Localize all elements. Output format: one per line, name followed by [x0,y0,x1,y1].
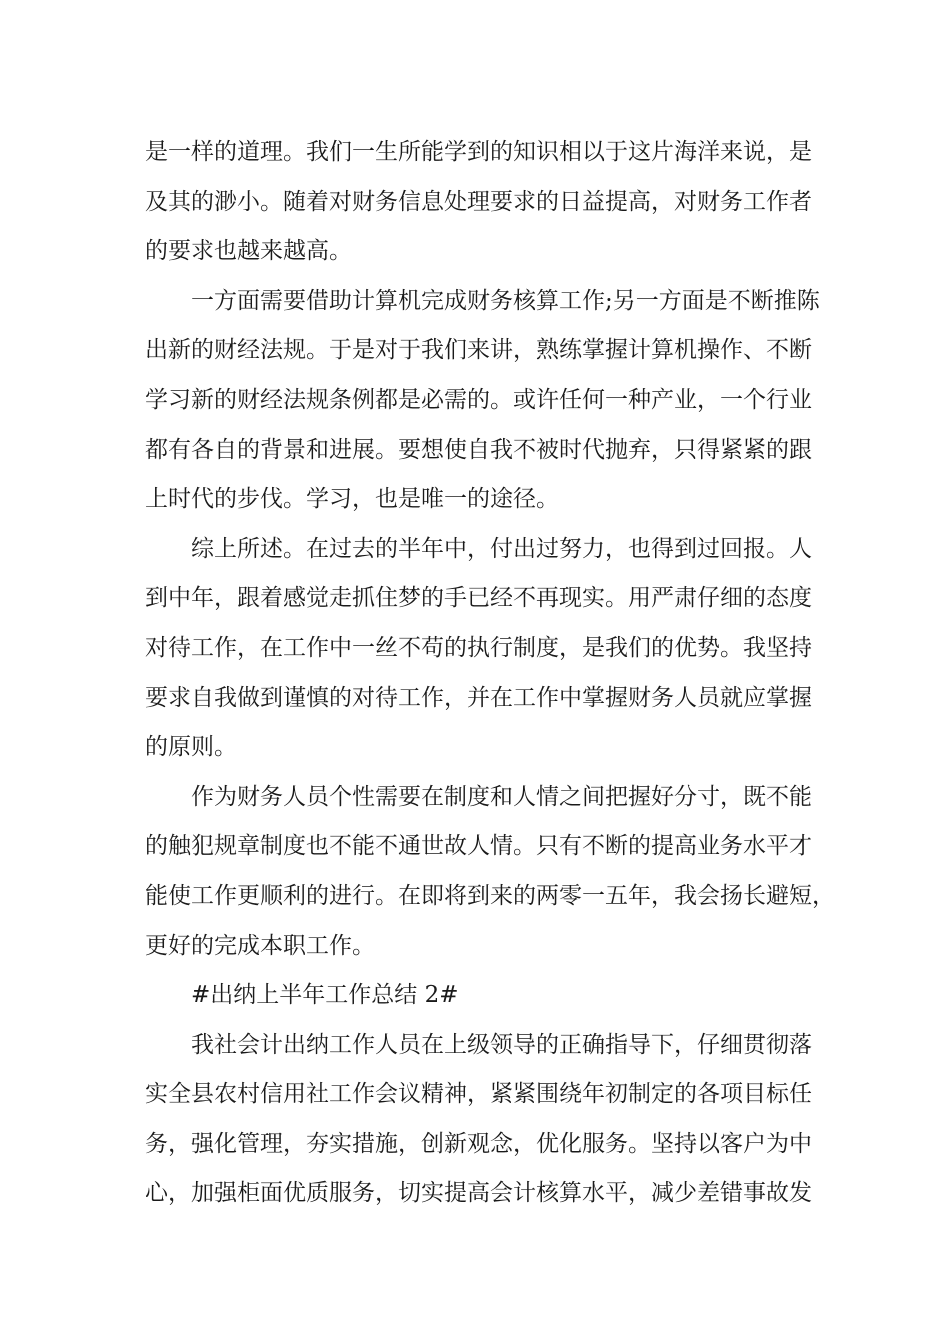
text-line: 心，加强柜面优质服务，切实提高会计核算水平，减少差错事故发 [145,1180,812,1207]
text-line: 务，强化管理，夯实措施，创新观念，优化服务。坚持以客户为中 [145,1130,812,1157]
paragraph [145,971,810,1021]
paragraph [145,128,810,277]
text-line: 我社会计出纳工作人员在上级领导的正确指导下，仔细贯彻落 [191,1031,812,1058]
paragraph [145,1021,810,1219]
text-line: 的触犯规章制度也不能不通世故人情。只有不断的提高业务水平才 [145,833,812,860]
text-line: 作为财务人员个性需要在制度和人情之间把握好分寸，既不能 [191,783,812,810]
text-line: 一方面需要借助计算机完成财务核算工作;另一方面是不断推陈 [191,287,820,314]
text-line: 学习新的财经法规条例都是必需的。或许任何一种产业，一个行业 [145,386,812,413]
text-line: 对待工作，在工作中一丝不苟的执行制度，是我们的优势。我坚持 [145,634,812,661]
paragraph [145,277,820,525]
text-line: 出新的财经法规。于是对于我们来讲，熟练掌握计算机操作、不断 [145,337,812,364]
text-line: 是一样的道理。我们一生所能学到的知识相以于这片海洋来说，是 [145,139,812,165]
text-line: 的要求也越来越高。 [145,238,352,265]
text-line: 更好的完成本职工作。 [145,932,375,959]
text-line: 要求自我做到谨慎的对待工作，并在工作中掌握财务人员就应掌握 [145,684,812,711]
text-line: 都有各自的背景和进展。要想使自我不被时代抛弃，只得紧紧的跟 [145,436,812,463]
text-line: 实全县农村信用社工作会议精神，紧紧围绕年初制定的各项目标任 [145,1081,812,1108]
text-line: #出纳上半年工作总结 2# [191,982,459,1009]
text-line: 到中年，跟着感觉走抓住梦的手已经不再现实。用严肃仔细的态度 [145,585,812,612]
document-body [145,128,835,1219]
text-line: 及其的渺小。随着对财务信息处理要求的日益提高，对财务工作者 [145,188,812,215]
text-line: 综上所述。在过去的半年中，付出过努力，也得到过回报。人 [191,535,812,562]
text-line: 的原则。 [145,734,237,761]
paragraph [145,525,810,773]
paragraph [145,773,835,971]
text-line: 能使工作更顺利的进行。在即将到来的两零一五年，我会扬长避短， [145,882,835,909]
text-line: 上时代的步伐。学习，也是唯一的途径。 [145,486,559,513]
